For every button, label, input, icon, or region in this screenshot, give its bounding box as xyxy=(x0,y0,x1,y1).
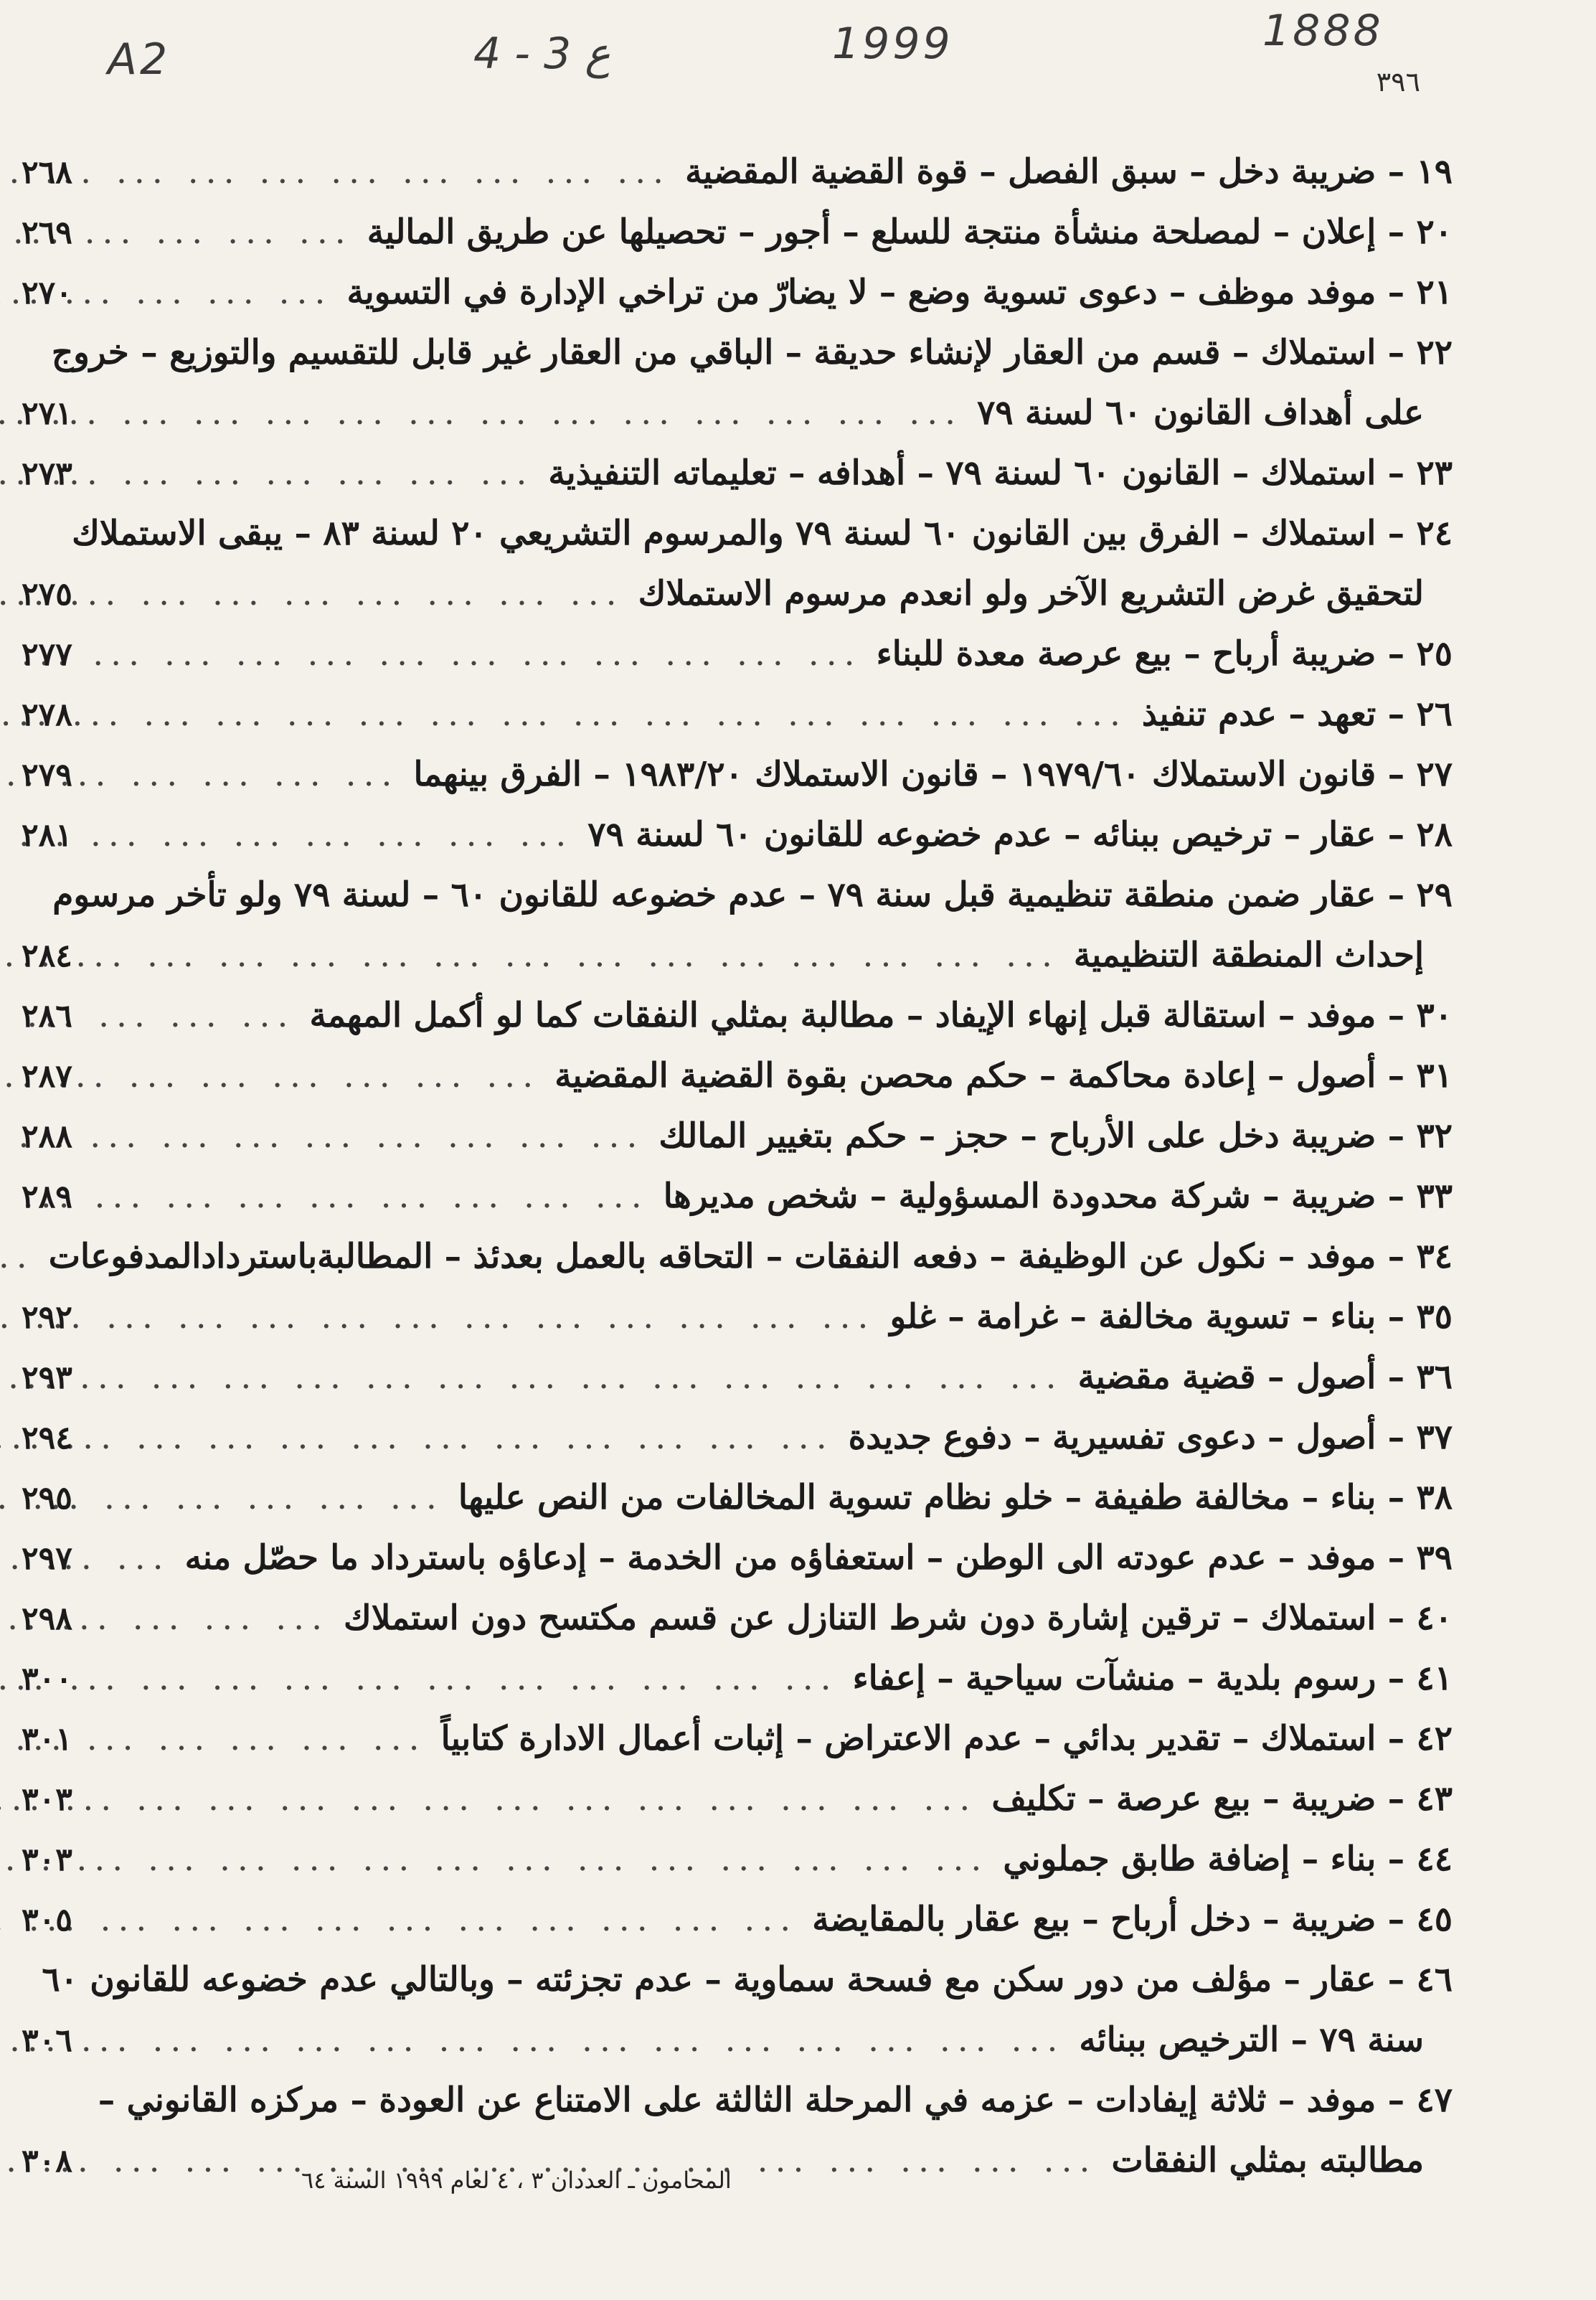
toc-entry xyxy=(22,986,1453,1046)
toc-entry xyxy=(22,1829,1453,1890)
toc-entry-title: ٣٧ – أصول – دعوى تفسيرية – دفوع جديدة xyxy=(848,1418,1453,1457)
toc-page-number: ٢٩٨ xyxy=(22,1601,72,1637)
toc-entry xyxy=(22,1649,1453,1709)
toc-entry-title: ٢٨ – عقار – ترخيص ببنائه – عدم خضوعه للقانون ٦٠ لسنة ٧٩ xyxy=(587,815,1453,854)
toc-entry xyxy=(22,624,1453,684)
toc-entry-title: ٤٦ – عقار – مؤلف من دور سكن مع فسحة سماوية – عدم تجزئته – وبالتالي عدم خضوعه للقانون ٦٠ xyxy=(42,1960,1453,1999)
toc-page-number: ٣٠٣ xyxy=(22,1781,72,1818)
toc-entry-title: ٣٠ – موفد – استقالة قبل إنهاء الإيفاد – مطالبة بمثلي النفقات كما لو أكمل المهمة xyxy=(309,996,1453,1035)
toc-entry xyxy=(22,1046,1453,1106)
toc-entry xyxy=(22,1769,1453,1829)
toc-entry xyxy=(22,202,1453,263)
dot-leader xyxy=(122,1890,798,1950)
toc-entry xyxy=(22,1227,1453,1287)
toc-entry-title: ٢١ – موفد موظف – دعوى تسوية وضع – لا يضارّ من تراخي الإدارة في التسوية xyxy=(346,273,1453,312)
toc-entry-line xyxy=(22,1890,1453,1950)
toc-page-number: ٢٩٤ xyxy=(22,1420,72,1456)
toc-entry-line xyxy=(22,263,1453,323)
toc-entry-line xyxy=(22,865,1453,925)
toc-entry-line xyxy=(22,1709,1453,1769)
toc-page-number: ٣٠١ xyxy=(22,1721,72,1758)
page-footer: المحامون ـ العددان ٣ ، ٤ لعام ١٩٩٩ السنة ٦٤ xyxy=(301,2167,732,2194)
toc-entry-line xyxy=(22,1287,1453,1347)
toc-page-number: ٢٧٧ xyxy=(22,636,72,673)
dot-leader xyxy=(122,564,624,624)
toc-entry-line xyxy=(22,202,1453,263)
toc-entry-line xyxy=(22,1347,1453,1408)
dot-leader xyxy=(122,1528,171,1588)
toc-entry-title: ٢٠ – إعلان – لمصلحة منشأة منتجة للسلع – أجور – تحصيلها عن طريق المالية xyxy=(367,212,1453,252)
toc-entry-title: ٢٣ – استملاك – القانون ٦٠ لسنة ٧٩ – أهدافه – تعليماته التنفيذية xyxy=(548,453,1453,493)
toc-entry xyxy=(22,1287,1453,1347)
dot-leader xyxy=(122,202,353,263)
dot-leader xyxy=(6,1227,34,1287)
toc-entry-title: سنة ٧٩ – الترخيص ببنائه xyxy=(1079,2020,1424,2060)
toc-page-number: ٣٠٦ xyxy=(22,2022,72,2059)
toc-entry-title: ٤٧ – موفد – ثلاثة إيفادات – عزمه في المرحلة الثالثة على الامتناع عن العودة – مركزه القانوني – xyxy=(98,2080,1453,2120)
toc-entry-line xyxy=(22,745,1453,805)
toc-entry-line xyxy=(22,1106,1453,1167)
toc-entry-line xyxy=(22,925,1453,986)
toc-page-number: ٣٠٣ xyxy=(22,1842,72,1878)
toc-entry xyxy=(22,2070,1453,2191)
toc-entry-title: ٤٠ – استملاك – ترقين إشارة دون شرط التنازل عن قسم مكتسح دون استملاك xyxy=(344,1598,1453,1638)
toc-page-number: ٢٧٥ xyxy=(22,576,72,613)
toc-entry-title: ٤٢ – استملاك – تقدير بدائي – عدم الاعتراض – إثبات أعمال الادارة كتابياً xyxy=(440,1719,1453,1758)
toc-page-number: ٢٦٨ xyxy=(22,154,72,191)
toc-entry-title: ٤٣ – ضريبة – بيع عرصة – تكليف xyxy=(991,1779,1453,1819)
toc-entry xyxy=(22,1408,1453,1468)
toc-entry-title: مطالبته بمثلي النفقات xyxy=(1111,2141,1424,2180)
toc-page-number: ٢٨٩ xyxy=(22,1179,72,1215)
toc-entry xyxy=(22,323,1453,443)
toc-entry-title: ٣١ – أصول – إعادة محاكمة – حكم محصن بقوة القضية المقضية xyxy=(554,1056,1453,1095)
toc-page-number: ٢٨٧ xyxy=(22,1058,72,1095)
toc-page-number: ٢٦٩ xyxy=(22,215,72,251)
dot-leader xyxy=(122,383,963,443)
toc-entry-line xyxy=(22,1468,1453,1528)
dot-leader xyxy=(122,1167,649,1227)
page-number: ٣٩٦ xyxy=(1376,66,1420,98)
toc-page-number: ٢٨٦ xyxy=(22,998,72,1034)
toc-entry-line xyxy=(22,1588,1453,1649)
dot-leader xyxy=(122,1588,329,1649)
toc-entry-title: ٣٦ – أصول – قضية مقضية xyxy=(1077,1357,1453,1397)
toc-page-number: ٢٩٣ xyxy=(22,1359,72,1396)
dot-leader xyxy=(122,745,399,805)
toc-entry xyxy=(22,263,1453,323)
dot-leader xyxy=(122,142,671,202)
handwritten-annotation: 1999 xyxy=(832,19,953,69)
toc-entry-line xyxy=(22,1528,1453,1588)
toc-entry xyxy=(22,504,1453,624)
toc-entry-line xyxy=(22,2131,1453,2191)
toc-entry-title: ٣٤ – موفد – نكول عن الوظيفة – دفعه النفقات – التحاقه بالعمل بعدئذ – المطالبةباستردادالمدفوعات xyxy=(48,1237,1453,1276)
toc-entry-line xyxy=(22,1950,1453,2010)
toc-entry-line xyxy=(22,504,1453,564)
toc-entry-line xyxy=(22,323,1453,383)
dot-leader xyxy=(122,1408,834,1468)
dot-leader xyxy=(122,1649,839,1709)
toc-entry-title: ٣٢ – ضريبة دخل على الأرباح – حجز – حكم بتغيير المالك xyxy=(658,1116,1453,1156)
table-of-contents xyxy=(22,142,1453,2191)
handwritten-annotation: 4 - 3 ع xyxy=(473,29,611,79)
toc-entry-title: ٣٥ – بناء – تسوية مخالفة – غرامة – غلو xyxy=(889,1297,1453,1337)
toc-entry xyxy=(22,1347,1453,1408)
toc-entry xyxy=(22,443,1453,504)
toc-page-number: ٢٨٨ xyxy=(22,1118,72,1155)
toc-entry-line xyxy=(22,1046,1453,1106)
toc-entry xyxy=(22,1950,1453,2070)
toc-entry-title: ٣٣ – ضريبة – شركة محدودة المسؤولية – شخص مديرها xyxy=(663,1177,1453,1216)
dot-leader xyxy=(122,1287,875,1347)
dot-leader xyxy=(122,925,1059,986)
toc-entry-title: ٤٥ – ضريبة – دخل أرباح – بيع عقار بالمقايضة xyxy=(812,1900,1453,1939)
toc-entry-line xyxy=(22,1227,1453,1287)
toc-entry-line xyxy=(22,443,1453,504)
dot-leader xyxy=(122,1769,977,1829)
toc-entry-title: ٢٤ – استملاك – الفرق بين القانون ٦٠ لسنة ٧٩ والمرسوم التشريعي ٢٠ لسنة ٨٣ – يبقى الاستملاك xyxy=(72,514,1453,553)
dot-leader xyxy=(122,263,332,323)
toc-entry xyxy=(22,684,1453,745)
toc-entry xyxy=(22,142,1453,202)
toc-entry-line xyxy=(22,805,1453,865)
toc-entry-line xyxy=(22,1167,1453,1227)
handwritten-annotation: A2 xyxy=(108,34,171,85)
dot-leader xyxy=(122,1829,988,1890)
toc-page-number: ٢٧٠ xyxy=(22,275,72,311)
dot-leader xyxy=(122,1347,1064,1408)
toc-page-number: ٢٧٩ xyxy=(22,757,72,793)
toc-page-number: ٣٠٠ xyxy=(22,1661,72,1697)
toc-entry-title: لتحقيق غرض التشريع الآخر ولو انعدم مرسوم الاستملاك xyxy=(638,574,1424,613)
dot-leader xyxy=(122,805,573,865)
dot-leader xyxy=(122,443,534,504)
toc-entry-title: ٢٩ – عقار ضمن منطقة تنظيمية قبل سنة ٧٩ – عدم خضوعه للقانون ٦٠ – لسنة ٧٩ ولو تأخر مرسوم xyxy=(52,875,1453,915)
toc-entry-title: ٣٨ – بناء – مخالفة طفيفة – خلو نظام تسوية المخالفات من النص عليها xyxy=(458,1478,1453,1517)
toc-entry-line xyxy=(22,564,1453,624)
toc-entry xyxy=(22,1106,1453,1167)
toc-entry-line xyxy=(22,1649,1453,1709)
toc-entry-title: ٣٩ – موفد – عدم عودته الى الوطن – استعفاؤه من الخدمة – إدعاؤه باسترداد ما حصّل منه xyxy=(184,1538,1453,1578)
toc-page-number: ٢٧١ xyxy=(22,395,72,432)
toc-entry xyxy=(22,1468,1453,1528)
toc-page-number: ٢٧٣ xyxy=(22,456,72,492)
dot-leader xyxy=(122,624,862,684)
dot-leader xyxy=(122,1468,444,1528)
toc-entry-title: ٢٧ – قانون الاستملاك ١٩٧٩/٦٠ – قانون الاستملاك ١٩٨٣/٢٠ – الفرق بينهما xyxy=(413,755,1453,794)
dot-leader xyxy=(122,1046,540,1106)
toc-page-number: ٣٠٥ xyxy=(22,1902,72,1938)
toc-entry-line xyxy=(22,624,1453,684)
toc-entry xyxy=(22,1709,1453,1769)
toc-page-number: ٢٩٥ xyxy=(22,1480,72,1517)
toc-page-number: ٢٧٨ xyxy=(22,697,72,733)
toc-entry-title: ٤٤ – بناء – إضافة طابق جملوني xyxy=(1003,1839,1453,1879)
toc-entry-line xyxy=(22,2010,1453,2070)
toc-entry xyxy=(22,1528,1453,1588)
toc-entry-line xyxy=(22,684,1453,745)
toc-page-number: ٢٩٧ xyxy=(22,1540,72,1577)
handwritten-annotation: 1888 xyxy=(1262,6,1384,56)
dot-leader xyxy=(122,1106,644,1167)
toc-entry-title: ٢٢ – استملاك – قسم من العقار لإنشاء حديقة – الباقي من العقار غير قابل للتقسيم والتوزيع – خروج xyxy=(51,333,1453,372)
toc-entry-line xyxy=(22,1769,1453,1829)
toc-page-number: ٣٠٨ xyxy=(22,2143,72,2179)
toc-entry-line xyxy=(22,2070,1453,2131)
toc-page-number: ٢٨٤ xyxy=(22,938,72,974)
toc-entry-title: ٢٦ – تعهد – عدم تنفيذ xyxy=(1141,694,1453,734)
toc-entry-line xyxy=(22,986,1453,1046)
toc-entry-title: على أهداف القانون ٦٠ لسنة ٧٩ xyxy=(977,393,1424,433)
toc-entry-title: إحداث المنطقة التنظيمية xyxy=(1073,935,1424,975)
toc-entry-title: ١٩ – ضريبة دخل – سبق الفصل – قوة القضية المقضية xyxy=(685,152,1453,192)
toc-entry xyxy=(22,745,1453,805)
toc-entry xyxy=(22,1588,1453,1649)
dot-leader xyxy=(122,2010,1064,2070)
toc-entry xyxy=(22,805,1453,865)
dot-leader xyxy=(122,1709,427,1769)
dot-leader xyxy=(122,684,1128,745)
toc-entry xyxy=(22,1167,1453,1227)
toc-entry-title: ٢٥ – ضريبة أرباح – بيع عرصة معدة للبناء xyxy=(876,634,1453,674)
toc-entry-line xyxy=(22,383,1453,443)
toc-page-number: ٢٨١ xyxy=(22,817,72,854)
toc-entry-line xyxy=(22,1408,1453,1468)
dot-leader xyxy=(122,986,295,1046)
toc-page-number: ٢٩٢ xyxy=(22,1299,72,1336)
toc-entry xyxy=(22,1890,1453,1950)
toc-entry-title: ٤١ – رسوم بلدية – منشآت سياحية – إعفاء xyxy=(852,1659,1453,1698)
toc-entry-line xyxy=(22,142,1453,202)
toc-entry xyxy=(22,865,1453,986)
toc-entry-line xyxy=(22,1829,1453,1890)
